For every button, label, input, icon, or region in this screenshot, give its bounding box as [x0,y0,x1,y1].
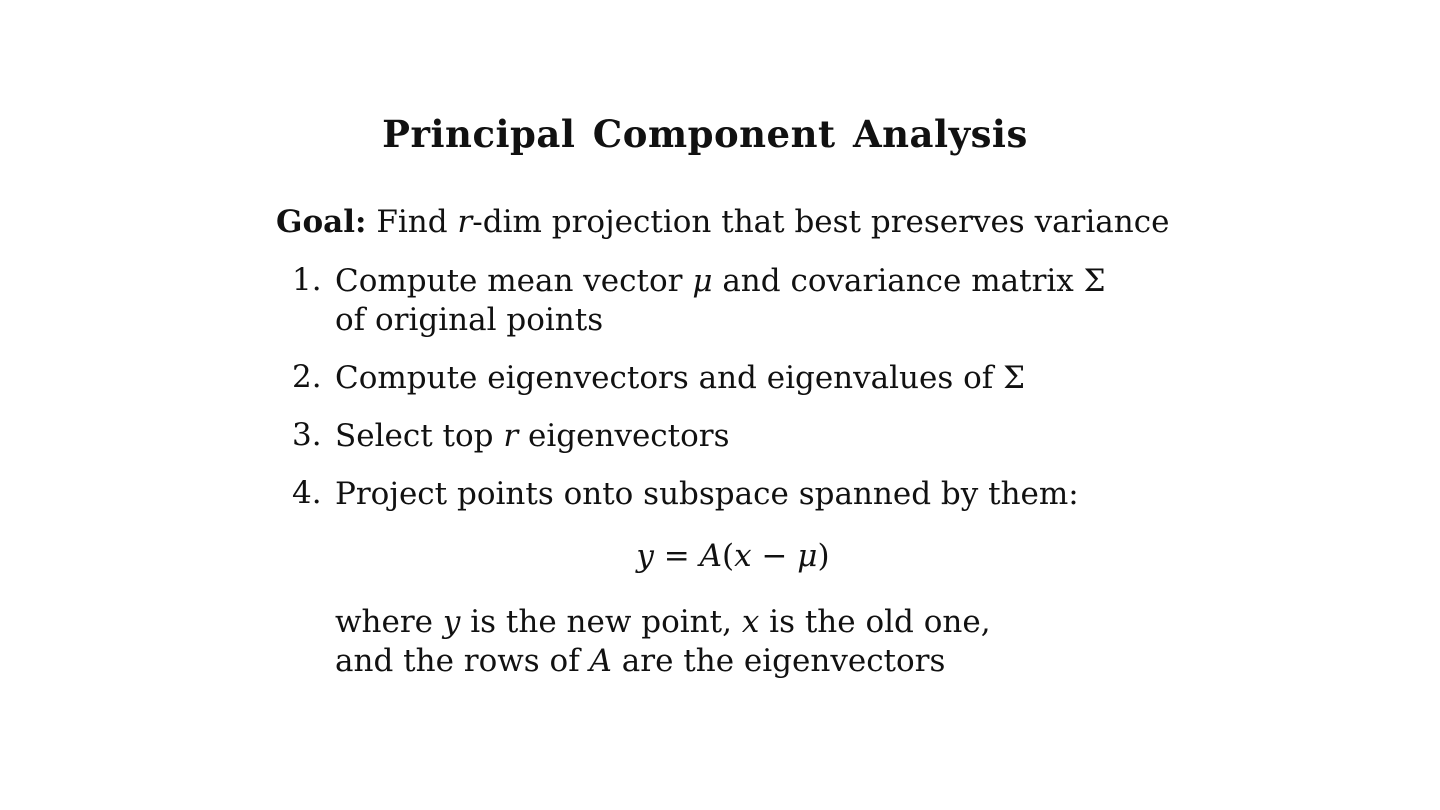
step-4-number: 4. [292,475,322,511]
step-3-body [335,417,730,456]
formula-y: y [636,538,654,574]
step-3-variable-r: r [503,418,519,454]
step-3-text-a: Select top [335,418,494,454]
formula-explanation [335,603,991,681]
step-1-body [335,262,1106,340]
step-1-line-2: of original points [335,302,604,338]
slide-title: Principal Component Analysis [382,112,1028,156]
step-3-text-b: eigenvectors [528,418,730,454]
explanation-line-2 [335,642,991,681]
explanation-rows-of: and the rows of [335,643,580,679]
explanation-y: y [442,604,461,640]
step-1-mu: μ [692,263,713,299]
explanation-eigenvectors: are the eigenvectors [621,643,946,679]
step-2-text: Compute eigenvectors and eigenvalues of Σ [335,360,1026,396]
step-1-line-1 [335,262,1106,301]
goal-statement [276,204,1169,240]
goal-variable-r: r [457,204,473,240]
projection-formula [0,538,1440,574]
formula-A: A [699,538,723,574]
step-4-text: Project points onto subspace spanned by them: [335,476,1079,512]
step-1-text-a: Compute mean vector [335,263,683,299]
formula-close-paren: ) [817,538,830,574]
formula-mu: μ [797,538,818,574]
explanation-where: where [335,604,434,640]
formula-minus: − [751,538,798,574]
step-1-text-b: and covariance matrix Σ [722,263,1106,299]
goal-text-before: Find [376,204,448,240]
explanation-x: x [741,604,760,640]
explanation-A: A [589,643,612,679]
formula-open-paren: ( [722,538,735,574]
formula-x: x [734,538,752,574]
explanation-old-one: is the old one, [769,604,991,640]
step-2-number: 2. [292,359,322,395]
goal-label: Goal: [276,204,367,240]
goal-text-after: -dim projection that best preserves variance [472,204,1170,240]
formula-equals: = [653,538,700,574]
explanation-new-point: is the new point, [470,604,732,640]
step-1-number: 1. [292,262,322,298]
step-3-number: 3. [292,417,322,453]
explanation-line-1 [335,603,991,642]
